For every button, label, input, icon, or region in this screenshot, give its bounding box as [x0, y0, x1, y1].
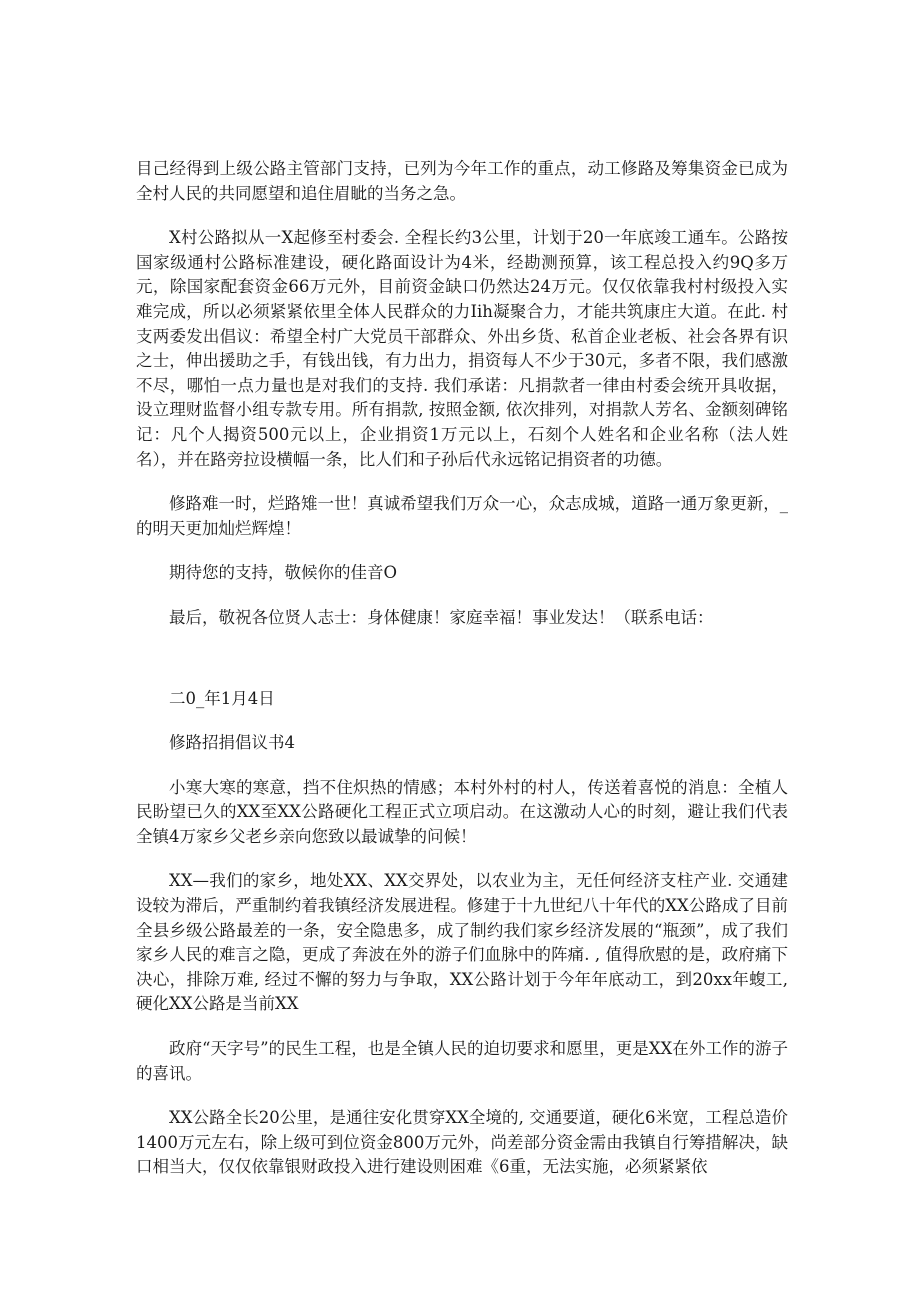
paragraph-expectation: 期待您的支持，敬候你的佳音O — [169, 563, 398, 583]
paragraph-hometown: XX—我们的家乡，地处XX、XX交界处，以农业为主，无任何经济支柱产业. 交通建设较为滞后，严重制约着我镇经济发展进程。修建于十九世纪八十年代的XX公路成了目前全县乡级公路最差的一条，安全隐患多，成了制约我们家乡经济发展的“瓶颈”，成了我们家乡人民的难言之隐，更成了奔波在外的游子们血脉中的阵痛. , 值得欣慰的是，政府痛下决心，排除万难, 经过不懈的努力与争取，XX公路计划于今年年底动工，到20xx年蝮工, 硬化XX公路是当前XX — [136, 871, 794, 1014]
paragraph-funding: XX公路全长20公里，是通往安化贯穿XX全境的, 交通要道，硬化6米宽，工程总造价1400万元左右，除上级可到位资金800万元外，尚差部分资金需由我镇自行筹措解决，缺口相当大，仅仅依靠银财政投入进行建设则困难《6重，无法实施，必须紧紧依 — [136, 1108, 788, 1177]
paragraph-continuation: 目己经得到上级公路主管部门支持，已列为今年工作的重点，动工修路及筹集资金已成为全村人民的共同愿望和追住眉眦的当务之急。 — [136, 159, 788, 203]
paragraph-closing: 最后，敬祝各位贤人志士：身体健康！家庭幸福！事业发达！（联系电话： — [169, 607, 714, 627]
paragraph-appeal: 修路难一时，烂路雉一世！真诚希望我们万众一心，众志成城，道路一通万象更新，_的明天更加灿烂辉煌！ — [136, 494, 788, 538]
document-page — [136, 157, 794, 1200]
paragraph-greeting: 小寒大寒的寒意，挡不住炽热的情感；本村外村的村人，传送着喜悦的消息：全植人民盼望已久的XX至XX公路硬化工程正式立项启动。在这激动人心的时刻，避让我们代表全镇4万家乡父老乡亲向您致以最诚挚的问候！ — [136, 777, 788, 846]
paragraph-project: 政府“天字号”的民生工程，也是全镇人民的迫切要求和愿里，更是XX在外工作的游子的喜讯。 — [136, 1039, 788, 1083]
paragraph-road-plan: X村公路拟从一X起修至村委会. 全程长约3公里，计划于20一年底竣工通车。公路按国家级通村公路标准建设，硬化路面设计为4米，经勘测预算，该工程总投入约9Q多万元，除国家配套资金66万元外，目前资金缺口仍然达24万元。仅仅依靠我村村级投入实难完成，所以必须紧紧依里全体人民群众的力Iih凝聚合力，才能共筑康庄大道。在此. 村支两委发出倡议：希望全村广大党员干部群众、外出乡货、私首企业老板、社会各界有识之士，伸出援助之手，有钱出钱，有力出力，捐资每人不少于30元，多者不限，我们感激不尽，哪怕一点力量也是对我们的支持. 我们承诺：凡捐款者一律由村委会统开具收据，设立理财监督小组专款专用。所有捐款, 按照金额, 依次排列，对捐款人芳名、金额刻碑铭记：凡个人揭资500元以上，企业捐资1万元以上，石刻个人姓名和企业名称（法人姓名），并在路旁拉设横幅一条，比人们和子孙后代永远铭记捐资者的功德。 — [136, 228, 788, 469]
section-title: 修路招捐倡议书4 — [169, 733, 295, 753]
document-date: 二0_年1月4日 — [169, 688, 275, 708]
